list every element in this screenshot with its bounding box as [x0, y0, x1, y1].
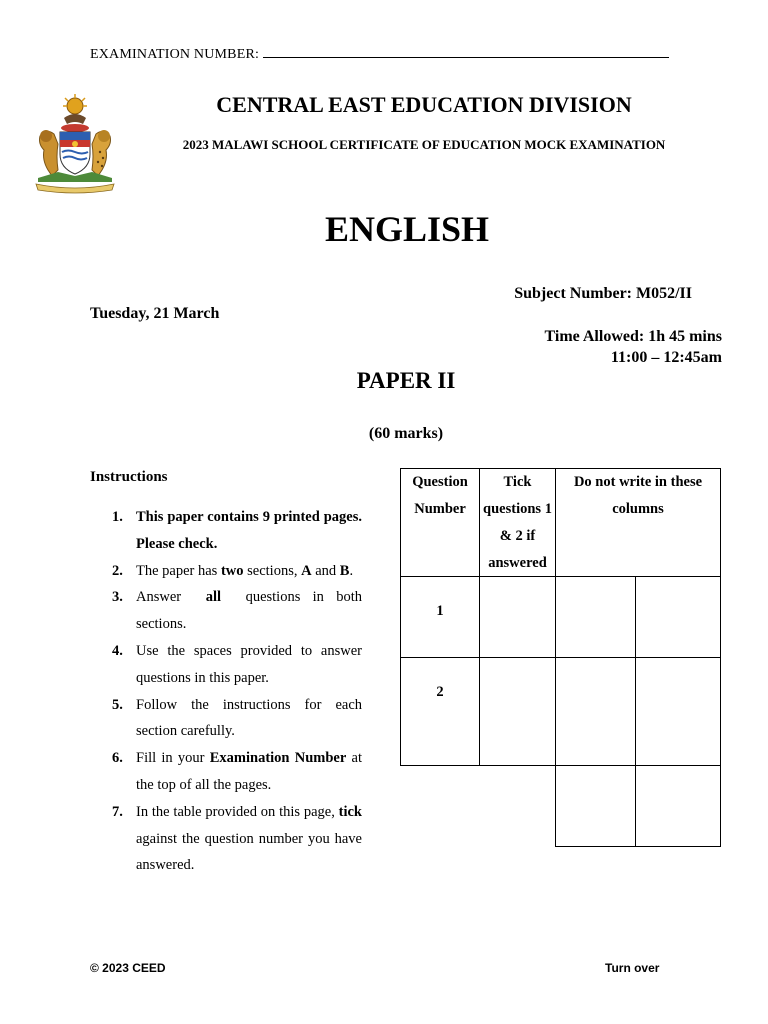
instruction-number: 1.: [112, 509, 123, 525]
examination-number-blank: [263, 45, 669, 58]
instruction-text: Answer all questions in both sections.: [136, 589, 362, 633]
tick-box-question-1[interactable]: [479, 576, 556, 658]
instruction-item: [108, 638, 362, 692]
subject-number: Subject Number: M052/II: [514, 285, 692, 302]
examiner-cell: [635, 657, 721, 766]
question-number: 1: [436, 603, 444, 619]
total-marks: (60 marks): [368, 425, 444, 442]
instruction-item: [108, 799, 362, 879]
exam-date: Tuesday, 21 March: [90, 305, 220, 322]
examiner-cell: [635, 576, 721, 658]
instruction-item: [108, 558, 362, 585]
instruction-number: 2.: [112, 562, 123, 579]
footer-turn-over: Turn over: [605, 961, 660, 975]
instruction-item: [108, 745, 362, 799]
instruction-number: 5.: [112, 696, 123, 713]
instruction-number: 3.: [112, 589, 123, 606]
table-row-question-2: [400, 657, 480, 766]
instructions-title: Instructions: [90, 469, 168, 485]
instruction-number: 6.: [112, 750, 123, 767]
examiner-total-cell: [635, 765, 721, 847]
question-tick-table: [400, 468, 721, 847]
instruction-text: In the table provided on this page, tick against the question number you have answered.: [136, 803, 362, 874]
subject-title: ENGLISH: [324, 209, 490, 249]
instruction-text: Use the spaces provided to answer questions in this paper.: [136, 642, 362, 686]
table-header-tick: [479, 468, 556, 577]
instructions-list: [108, 504, 362, 879]
instruction-item: [108, 504, 362, 558]
instruction-item: [108, 584, 362, 638]
footer-copyright: © 2023 CEED: [90, 961, 166, 975]
time-block: [545, 326, 723, 368]
instruction-item: [108, 692, 362, 746]
table-header-text: Tick questions 1 & 2 if answered: [483, 474, 552, 571]
instruction-text: The paper has two sections, A and B.: [136, 562, 354, 579]
question-number: 2: [436, 684, 444, 700]
instruction-number: 4.: [112, 642, 123, 659]
instruction-text: Follow the instructions for each section carefully.: [136, 696, 362, 740]
examiner-total-cell: [555, 765, 636, 847]
table-header-text: Do not write in these columns: [573, 474, 703, 517]
exam-title: 2023 MALAWI SCHOOL CERTIFICATE OF EDUCATION MOCK EXAMINATION: [182, 137, 666, 152]
tick-box-question-2[interactable]: [479, 657, 556, 766]
instruction-text: Fill in your Examination Number at the top of all the pages.: [136, 750, 362, 793]
time-range: 11:00 – 12:45am: [610, 349, 722, 366]
table-row-question-1: [400, 576, 480, 658]
examiner-cell: [555, 657, 636, 766]
table-header-text: Question Number: [412, 474, 468, 517]
paper-title: PAPER II: [356, 368, 456, 393]
table-header-question-number: [400, 468, 480, 577]
examiner-cell: [555, 576, 636, 658]
time-allowed: Time Allowed: 1h 45 mins: [544, 328, 722, 345]
examination-number-field: [90, 45, 669, 63]
instruction-number: 7.: [112, 803, 123, 820]
table-header-do-not-write: [555, 468, 721, 577]
instruction-text: This paper contains 9 printed pages. Please check.: [136, 509, 362, 552]
examination-number-label: EXAMINATION NUMBER:: [90, 47, 260, 62]
division-title: CENTRAL EAST EDUCATION DIVISION: [216, 92, 632, 117]
